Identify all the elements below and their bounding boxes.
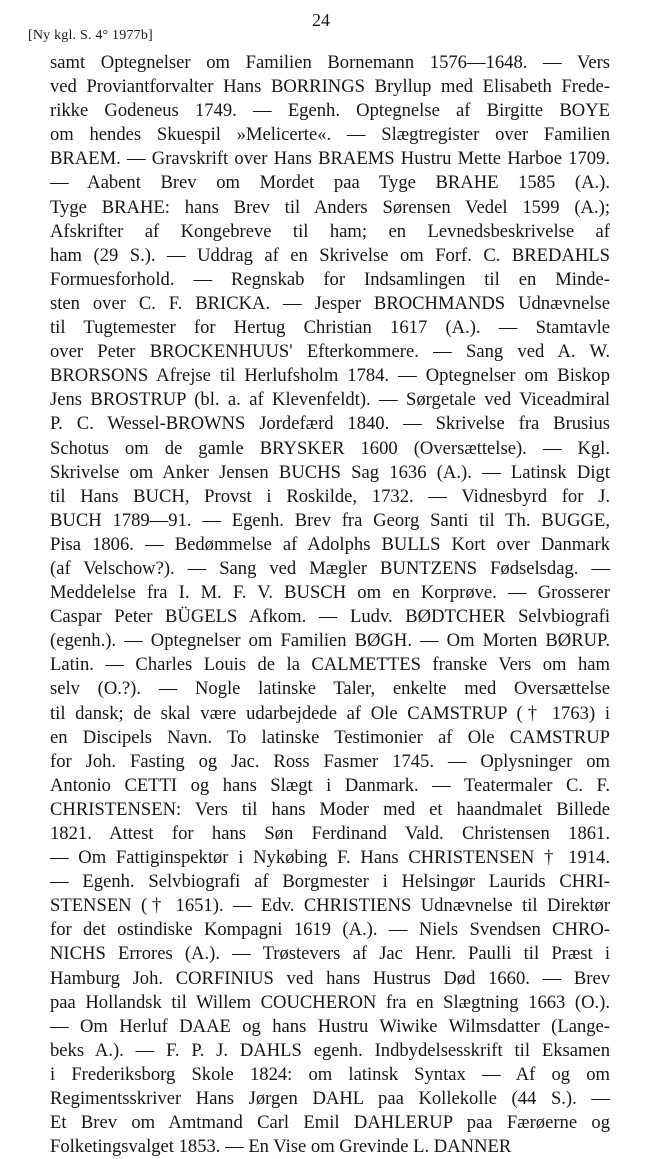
text-line: samt Optegnelser om Familien Bornemann 1576—1648. — Vers <box>50 52 610 73</box>
text-line: beks A.). — F. P. J. DAHLS egenh. Indbydelsesskrift til Eksamen <box>50 1039 610 1061</box>
text-line: BRAEM. — Gravskrift over Hans BRAEMS Hustru Mette Harboe 1709. <box>50 148 610 170</box>
text-line: ved Proviantforvalter Hans BORRINGS Bryllup med Elisabeth Frede- <box>50 76 610 98</box>
text-line: til Hans BUCH, Provst i Roskilde, 1732. — Vidnesbyrd for J. <box>50 485 610 507</box>
text-line: Pisa 1806. — Bedømmelse af Adolphs BULLS Kort over Danmark <box>50 533 610 555</box>
text-line: Regimentsskriver Hans Jørgen DAHL paa Kollekolle (44 S.). — <box>50 1088 610 1110</box>
text-line: Formuesforhold. — Regnskab for Indsamlingen til en Minde- <box>50 268 610 290</box>
text-line: ham (29 S.). — Uddrag af en Skrivelse om Forf. C. BREDAHLS <box>50 244 610 266</box>
text-line: — Egenh. Selvbiografi af Borgmester i Helsingør Laurids CHRI- <box>50 871 610 893</box>
text-line: (af Velschow?). — Sang ved Mægler BUNTZENS Fødselsdag. — <box>50 557 610 579</box>
text-line: om hendes Skuespil »Melicerte«. — Slægtregister over Familien <box>50 124 610 146</box>
text-line: Meddelelse fra I. M. F. V. BUSCH om en Korprøve. — Grosserer <box>50 582 610 604</box>
text-line: BRORSONS Afrejse til Herlufsholm 1784. — Optegnelser om Biskop <box>50 365 610 387</box>
text-line: Skrivelse om Anker Jensen BUCHS Sag 1636 (A.). — Latinsk Digt <box>50 461 610 483</box>
page-number: 24 <box>312 10 330 30</box>
text-line: paa Hollandsk til Willem COUCHERON fra en Slægtning 1663 (O.). <box>50 991 610 1013</box>
text-line: for det ostindiske Kompagni 1619 (A.). — Niels Svendsen CHRO- <box>50 919 610 941</box>
text-line: CHRISTENSEN: Vers til hans Moder med et haandmalet Billede <box>50 798 610 820</box>
text-line: — Om Herluf DAAE og hans Hustru Wiwike Wilmsdatter (Lange- <box>50 1015 610 1037</box>
text-line: 1821. Attest for hans Søn Ferdinand Vald. Christensen 1861. <box>50 823 610 844</box>
text-line: til dansk; de skal være udarbejdede af Ole CAMSTRUP († 1763) i <box>50 702 610 724</box>
text-line: Caspar Peter BÜGELS Afkom. — Ludv. BØDTCHER Selvbiografi <box>50 606 610 628</box>
text-line: BUCH 1789—91. — Egenh. Brev fra Georg Santi til Th. BUGGE, <box>50 509 610 531</box>
text-line: i Frederiksborg Skole 1824: om latinsk Syntax — Af og om <box>50 1063 610 1085</box>
text-line: Hamburg Joh. CORFINIUS ved hans Hustrus Død 1660. — Brev <box>50 967 610 989</box>
text-line: Et Brev om Amtmand Carl Emil DAHLERUP paa Færøerne og <box>50 1112 610 1134</box>
text-line: for Joh. Fasting og Jac. Ross Fasmer 1745. — Oplysninger om <box>50 750 610 772</box>
text-line: — Aabent Brev om Mordet paa Tyge BRAHE 1585 (A.). <box>50 172 610 194</box>
text-line: STENSEN († 1651). — Edv. CHRISTIENS Udnævnelse til Direktør <box>50 895 610 917</box>
text-line: rikke Godeneus 1749. — Egenh. Optegnelse af Birgitte BOYE <box>50 100 610 122</box>
text-line: Afskrifter af Kongebreve til ham; en Levnedsbeskrivelse af <box>50 220 610 242</box>
text-line: (egenh.). — Optegnelser om Familien BØGH. — Om Morten BØRUP. <box>50 630 610 652</box>
text-line: P. C. Wessel-BROWNS Jordefærd 1840. — Skrivelse fra Brusius <box>50 413 610 435</box>
text-line: Tyge BRAHE: hans Brev til Anders Sørensen Vedel 1599 (A.); <box>50 196 610 218</box>
text-line: Schotus om de gamle BRYSKER 1600 (Oversættelse). — Kgl. <box>50 437 610 459</box>
text-line: Latin. — Charles Louis de la CALMETTES franske Vers om ham <box>50 654 610 676</box>
text-line: over Peter BROCKENHUUS' Efterkommere. — Sang ved A. W. <box>50 341 610 363</box>
text-line: NICHS Errores (A.). — Trøstevers af Jac Henr. Paulli til Præst i <box>50 943 610 965</box>
text-line: — Om Fattiginspektør i Nykøbing F. Hans CHRISTENSEN † 1914. <box>50 847 610 869</box>
text-line: en Discipels Navn. To latinske Testimonier af Ole CAMSTRUP <box>50 726 610 748</box>
body-text <box>50 51 610 1159</box>
text-line: Jens BROSTRUP (bl. a. af Klevenfeldt). — Sørgetale ved Viceadmiral <box>50 389 610 411</box>
shelfmark: [Ny kgl. S. 4° 1977b] <box>28 28 153 43</box>
text-line: sten over C. F. BRICKA. — Jesper BROCHMANDS Udnævnelse <box>50 292 610 314</box>
text-line: Antonio CETTI og hans Slægt i Danmark. — Teatermaler C. F. <box>50 774 610 796</box>
text-line: til Tugtemester for Hertug Christian 1617 (A.). — Stamtavle <box>50 317 610 339</box>
text-line: selv (O.?). — Nogle latinske Taler, enkelte med Oversættelse <box>50 678 610 700</box>
text-line: Folketingsvalget 1853. — En Vise om Grevinde L. DANNER <box>50 1136 512 1158</box>
